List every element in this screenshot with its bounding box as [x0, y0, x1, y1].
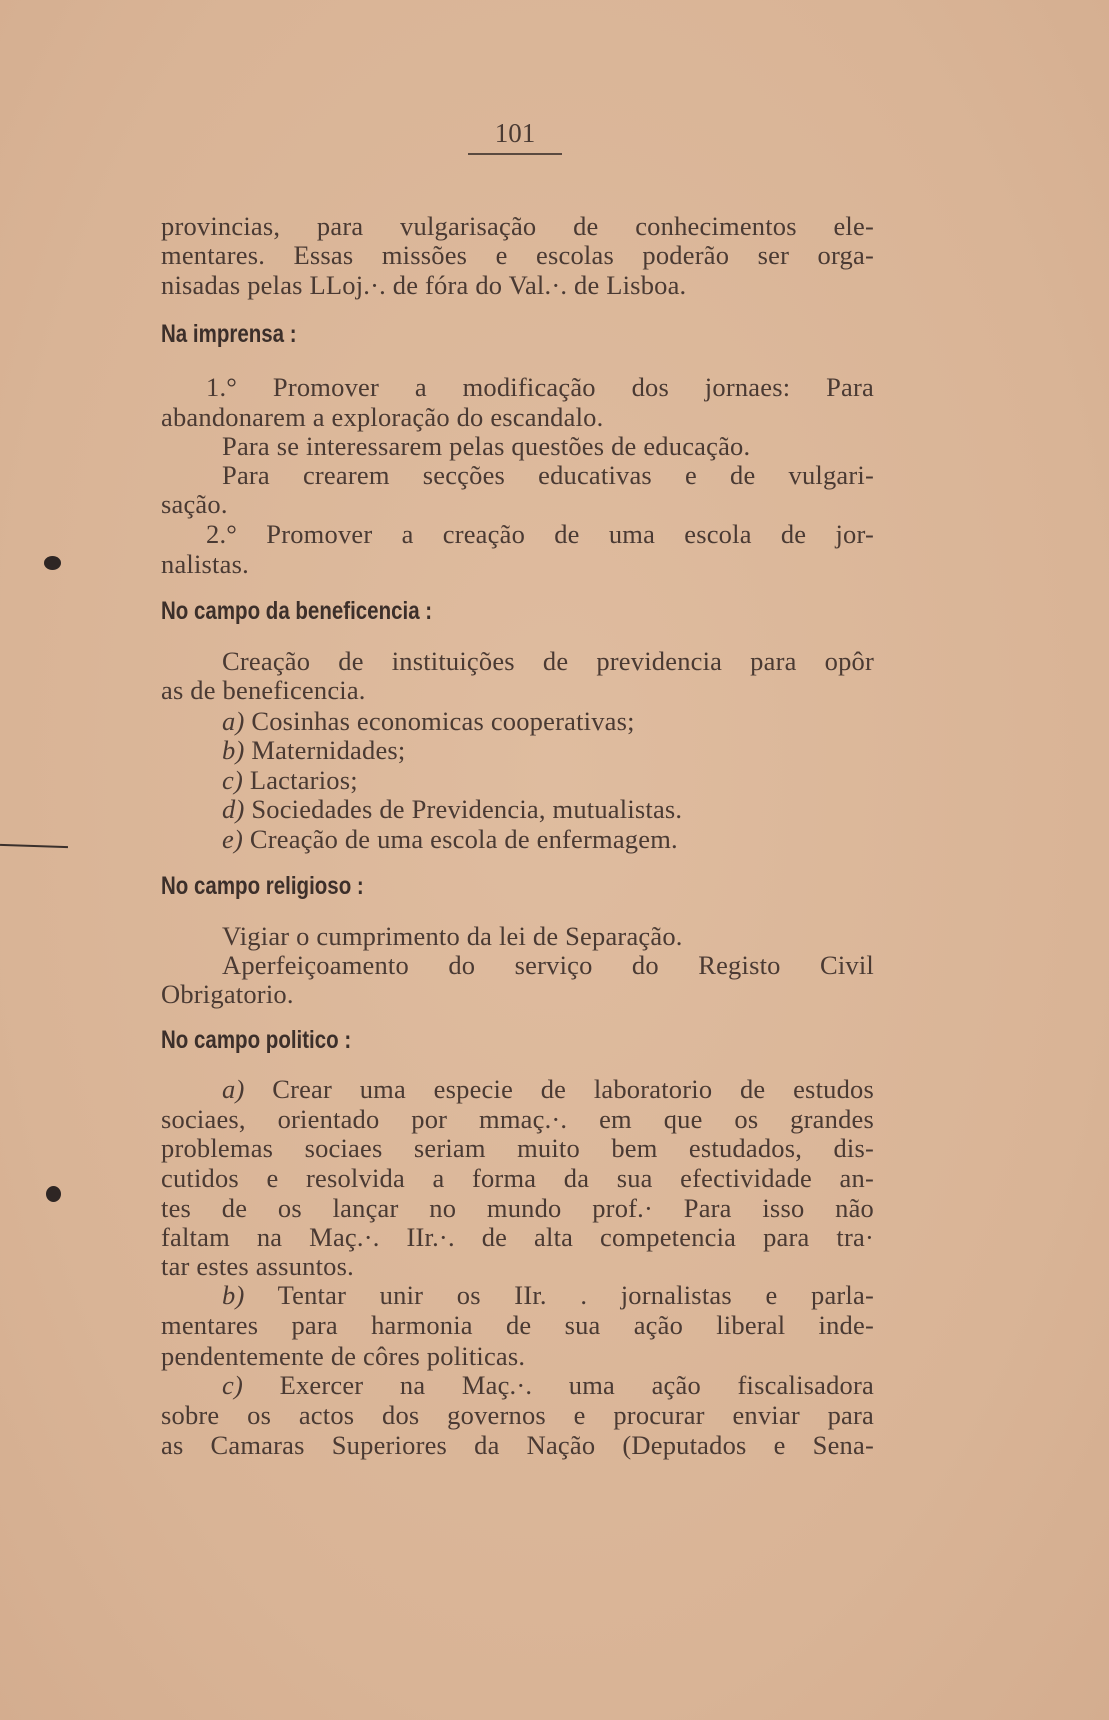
section-heading-politico: No campo politico : — [161, 1026, 352, 1054]
item-text: Exercer na Maç.·. uma ação fiscalisadora — [279, 1370, 874, 1400]
list-item — [222, 824, 874, 854]
text-line — [222, 1074, 874, 1104]
text-line: tes de os lançar no mundo prof.· Para isso não — [161, 1193, 874, 1223]
text-line: nisadas pelas LLoj.·. de fóra do Val.·. de Lisboa. — [161, 270, 687, 300]
text-line: Aperfeiçoamento do serviço do Registo Civil — [222, 950, 874, 980]
page-number: 101 — [494, 118, 536, 148]
text-line: Creação de instituições de previdencia para opôr — [222, 646, 874, 676]
text-line: Vigiar o cumprimento da lei de Separação. — [222, 921, 683, 951]
item-marker: c) — [222, 1370, 243, 1400]
text-line: sobre os actos dos governos e procurar enviar para — [161, 1400, 874, 1430]
text-line: cutidos e resolvida a forma da sua efectividade an- — [161, 1163, 874, 1193]
text-line: nalistas. — [161, 549, 249, 579]
item-marker: d) — [222, 794, 245, 824]
margin-ink-spot — [44, 556, 61, 570]
section-heading-imprensa: Na imprensa : — [161, 320, 297, 348]
text-line: Para se interessarem pelas questões de educação. — [222, 431, 751, 461]
item-text: Lactarios; — [249, 765, 358, 795]
text-line: Obrigatorio. — [161, 979, 294, 1009]
text-line: 1.° Promover a modificação dos jornaes: Para — [206, 372, 874, 402]
text-line: as de beneficencia. — [161, 675, 366, 705]
margin-ink-spot — [46, 1186, 61, 1202]
item-text: Sociedades de Previdencia, mutualistas. — [251, 794, 683, 824]
page-number-rule — [468, 153, 562, 155]
item-marker: b) — [222, 1280, 245, 1310]
text-line — [222, 1280, 874, 1310]
text-line: pendentemente de côres politicas. — [161, 1341, 526, 1371]
text-line: 2.° Promover a creação de uma escola de jor- — [206, 519, 874, 549]
item-marker: a) — [222, 706, 245, 736]
text-line: abandonarem a exploração do escandalo. — [161, 402, 604, 432]
text-line: sociaes, orientado por mmaç.·. em que os grandes — [161, 1104, 874, 1134]
text-line: tar estes assuntos. — [161, 1251, 354, 1281]
item-marker: b) — [222, 735, 245, 765]
text-line: provincias, para vulgarisação de conhecimentos ele- — [161, 211, 874, 241]
item-text: Creação de uma escola de enfermagem. — [249, 824, 678, 854]
section-heading-religioso: No campo religioso : — [161, 872, 364, 900]
item-text: Cosinhas economicas cooperativas; — [251, 706, 635, 736]
list-item — [222, 735, 874, 765]
item-text: Crear uma especie de laboratorio de estudos — [272, 1074, 874, 1104]
text-line: sação. — [161, 489, 228, 519]
text-line — [222, 1370, 874, 1400]
item-marker: a) — [222, 1074, 245, 1104]
text-line: problemas sociaes seriam muito bem estudados, dis- — [161, 1133, 874, 1163]
list-item — [222, 794, 874, 824]
margin-crack — [0, 844, 68, 848]
text-line: mentares para harmonia de sua ação liberal inde- — [161, 1310, 874, 1340]
item-marker: e) — [222, 824, 243, 854]
list-item — [222, 706, 874, 736]
item-text: Tentar unir os IIr. . jornalistas e parla- — [277, 1280, 874, 1310]
text-line: faltam na Maç.·. IIr.·. de alta competencia para tra· — [161, 1222, 874, 1252]
text-line: as Camaras Superiores da Nação (Deputados e Sena- — [161, 1430, 874, 1460]
item-marker: c) — [222, 765, 243, 795]
text-line: mentares. Essas missões e escolas poderão ser orga- — [161, 240, 874, 270]
text-line: Para crearem secções educativas e de vulgari- — [222, 460, 874, 490]
list-item — [222, 765, 874, 795]
section-heading-beneficencia: No campo da beneficencia : — [161, 597, 433, 625]
item-text: Maternidades; — [251, 735, 406, 765]
